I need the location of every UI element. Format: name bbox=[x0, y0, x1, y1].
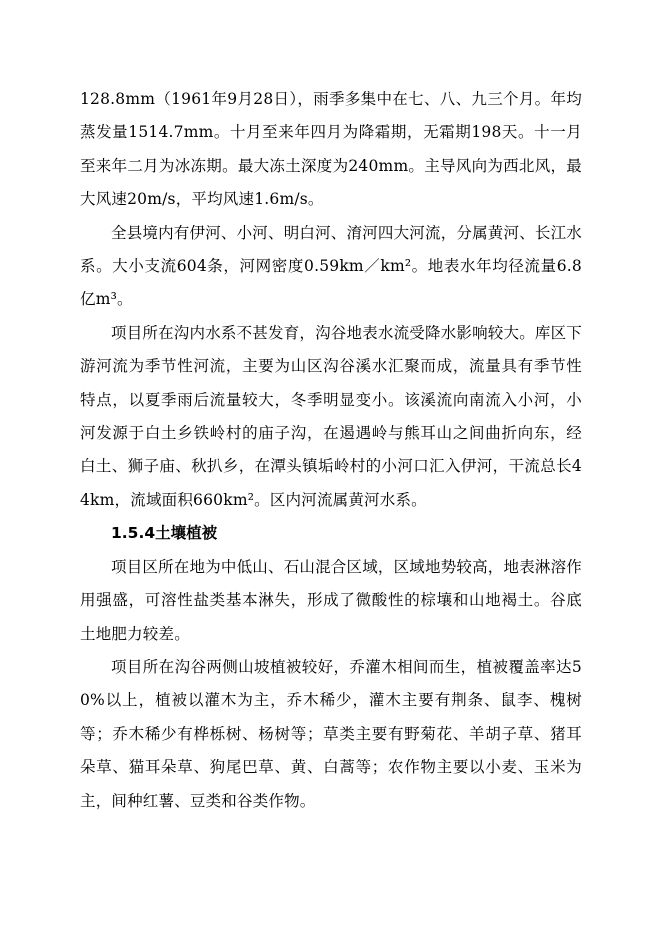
paragraph-project-water-system: 项目所在沟内水系不甚发育，沟谷地表水流受降水影响较大。库区下游河流为季节性河流，主要为山区沟谷溪水汇聚而成，流量具有季节性特点，以夏季雨后流量较大，冬季明显变小。该溪流向南流入小河，小河发源于白土乡铁岭村的庙子沟，在遏遇岭与熊耳山之间曲折向东，经白土、狮子庙、秋扒乡，在潭头镇垢岭村的小河口汇入伊河，干流总长44km，流域面积660km²。区内河流属黄河水系。 bbox=[80, 323, 583, 509]
paragraph-vegetation: 项目所在沟谷两侧山坡植被较好，乔灌木相间而生，植被覆盖率达50%以上，植被以灌木为主，乔木稀少，灌木主要有荆条、鼠李、槐树等；乔木稀少有桦栎树、杨树等；草类主要有野菊花、羊胡子草、猪耳朵草、猫耳朵草、狗尾巴草、黄、白蒿等；农作物主要以小麦、玉米为主，间种红薯、豆类和谷类作物。 bbox=[80, 657, 582, 810]
section-heading-soil-vegetation: 1.5.4土壤植被 bbox=[111, 524, 218, 543]
paragraph-soil: 项目区所在地为中低山、石山混合区域，区域地势较高，地表淋溶作用强盛，可溶性盐类基本淋失，形成了微酸性的棕壤和山地褐土。谷底土地肥力较差。 bbox=[80, 557, 583, 643]
paragraph-county-rivers: 全县境内有伊河、小河、明白河、淯河四大河流，分属黄河、长江水系。大小支流604条，河网密度0.59km／km²。地表水年均径流量6.8亿m³。 bbox=[80, 223, 583, 309]
paragraph-climate-continued: 128.8mm（1961年9月28日），雨季多集中在七、八、九三个月。年均蒸发量1514.7mm。十月至来年四月为降霜期，无霜期198天。十一月至来年二月为冰冻期。最大冻土深度为240mm。主导风向为西北风，最大风速20m/s，平均风速1.6m/s。 bbox=[80, 90, 582, 209]
